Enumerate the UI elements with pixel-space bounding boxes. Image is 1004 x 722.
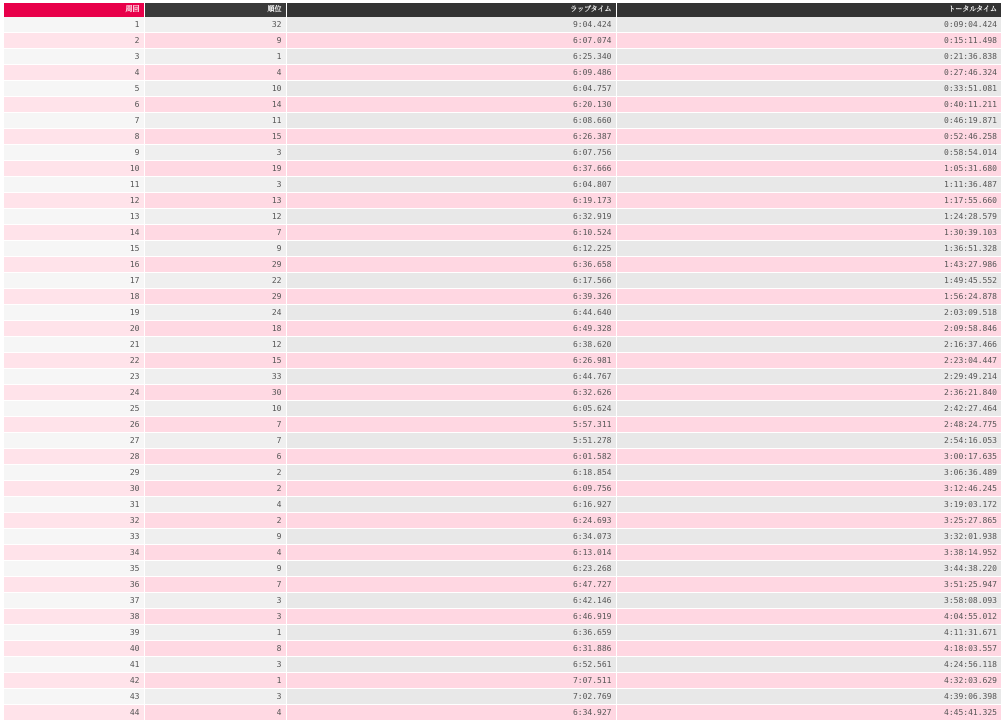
table-row <box>4 417 1001 433</box>
table-row <box>4 705 1001 721</box>
lap-cell: 39 <box>4 625 144 641</box>
rank-cell: 9 <box>144 529 286 545</box>
total-time-cell: 3:25:27.865 <box>616 513 1001 529</box>
column-header-lap-time: ラップタイム <box>286 3 616 17</box>
table-header <box>4 3 1001 17</box>
total-time-cell: 4:18:03.557 <box>616 641 1001 657</box>
lap-time-cell: 6:44.767 <box>286 369 616 385</box>
table-row <box>4 145 1001 161</box>
total-time-cell: 1:24:28.579 <box>616 209 1001 225</box>
total-time-cell: 3:51:25.947 <box>616 577 1001 593</box>
lap-time-cell: 6:36.658 <box>286 257 616 273</box>
rank-cell: 3 <box>144 593 286 609</box>
total-time-cell: 0:52:46.258 <box>616 129 1001 145</box>
rank-cell: 8 <box>144 641 286 657</box>
total-time-cell: 1:05:31.680 <box>616 161 1001 177</box>
rank-cell: 2 <box>144 481 286 497</box>
lap-cell: 32 <box>4 513 144 529</box>
lap-cell: 25 <box>4 401 144 417</box>
table-row <box>4 625 1001 641</box>
rank-cell: 4 <box>144 545 286 561</box>
lap-cell: 26 <box>4 417 144 433</box>
table-row <box>4 433 1001 449</box>
rank-cell: 19 <box>144 161 286 177</box>
lap-cell: 7 <box>4 113 144 129</box>
rank-cell: 32 <box>144 17 286 33</box>
column-header-lap: 周回 <box>4 3 144 17</box>
lap-time-cell: 7:02.769 <box>286 689 616 705</box>
lap-time-cell: 6:49.328 <box>286 321 616 337</box>
rank-cell: 15 <box>144 129 286 145</box>
total-time-cell: 3:32:01.938 <box>616 529 1001 545</box>
rank-cell: 12 <box>144 209 286 225</box>
table-row <box>4 369 1001 385</box>
total-time-cell: 2:03:09.518 <box>616 305 1001 321</box>
table-row <box>4 17 1001 33</box>
total-time-cell: 2:16:37.466 <box>616 337 1001 353</box>
rank-cell: 14 <box>144 97 286 113</box>
rank-cell: 29 <box>144 257 286 273</box>
rank-cell: 29 <box>144 289 286 305</box>
lap-cell: 44 <box>4 705 144 721</box>
total-time-cell: 2:42:27.464 <box>616 401 1001 417</box>
lap-cell: 13 <box>4 209 144 225</box>
total-time-cell: 1:17:55.660 <box>616 193 1001 209</box>
rank-cell: 4 <box>144 497 286 513</box>
lap-time-cell: 6:32.919 <box>286 209 616 225</box>
rank-cell: 9 <box>144 561 286 577</box>
table-row <box>4 385 1001 401</box>
lap-cell: 31 <box>4 497 144 513</box>
table-row <box>4 225 1001 241</box>
lap-cell: 23 <box>4 369 144 385</box>
table-row <box>4 241 1001 257</box>
rank-cell: 4 <box>144 705 286 721</box>
table-row <box>4 593 1001 609</box>
total-time-cell: 4:24:56.118 <box>616 657 1001 673</box>
total-time-cell: 3:12:46.245 <box>616 481 1001 497</box>
lap-time-cell: 6:04.757 <box>286 81 616 97</box>
table-body <box>4 17 1001 721</box>
rank-cell: 7 <box>144 225 286 241</box>
lap-time-cell: 9:04.424 <box>286 17 616 33</box>
lap-cell: 41 <box>4 657 144 673</box>
total-time-cell: 1:43:27.986 <box>616 257 1001 273</box>
lap-time-cell: 6:18.854 <box>286 465 616 481</box>
lap-time-cell: 5:51.278 <box>286 433 616 449</box>
total-time-cell: 1:49:45.552 <box>616 273 1001 289</box>
lap-cell: 28 <box>4 449 144 465</box>
lap-cell: 30 <box>4 481 144 497</box>
table-row <box>4 353 1001 369</box>
total-time-cell: 4:45:41.325 <box>616 705 1001 721</box>
lap-time-cell: 7:07.511 <box>286 673 616 689</box>
table-row <box>4 273 1001 289</box>
total-time-cell: 2:29:49.214 <box>616 369 1001 385</box>
total-time-cell: 0:33:51.081 <box>616 81 1001 97</box>
table-row <box>4 257 1001 273</box>
rank-cell: 10 <box>144 81 286 97</box>
total-time-cell: 1:56:24.878 <box>616 289 1001 305</box>
lap-cell: 35 <box>4 561 144 577</box>
table-row <box>4 465 1001 481</box>
lap-cell: 3 <box>4 49 144 65</box>
lap-cell: 20 <box>4 321 144 337</box>
total-time-cell: 3:44:38.220 <box>616 561 1001 577</box>
lap-cell: 8 <box>4 129 144 145</box>
table-row <box>4 513 1001 529</box>
total-time-cell: 3:58:08.093 <box>616 593 1001 609</box>
lap-cell: 11 <box>4 177 144 193</box>
total-time-cell: 3:38:14.952 <box>616 545 1001 561</box>
header-row <box>4 3 1001 17</box>
table-row <box>4 689 1001 705</box>
lap-cell: 6 <box>4 97 144 113</box>
lap-cell: 33 <box>4 529 144 545</box>
lap-cell: 29 <box>4 465 144 481</box>
total-time-cell: 4:32:03.629 <box>616 673 1001 689</box>
total-time-cell: 0:40:11.211 <box>616 97 1001 113</box>
lap-time-cell: 6:01.582 <box>286 449 616 465</box>
total-time-cell: 1:36:51.328 <box>616 241 1001 257</box>
column-header-rank: 順位 <box>144 3 286 17</box>
lap-time-cell: 6:09.756 <box>286 481 616 497</box>
total-time-cell: 4:11:31.671 <box>616 625 1001 641</box>
rank-cell: 22 <box>144 273 286 289</box>
lap-time-cell: 6:37.666 <box>286 161 616 177</box>
column-header-total-time: トータルタイム <box>616 3 1001 17</box>
rank-cell: 7 <box>144 577 286 593</box>
lap-cell: 34 <box>4 545 144 561</box>
lap-time-cell: 6:26.981 <box>286 353 616 369</box>
table-row <box>4 305 1001 321</box>
total-time-cell: 0:09:04.424 <box>616 17 1001 33</box>
lap-cell: 36 <box>4 577 144 593</box>
total-time-cell: 3:19:03.172 <box>616 497 1001 513</box>
total-time-cell: 4:39:06.398 <box>616 689 1001 705</box>
lap-time-cell: 6:47.727 <box>286 577 616 593</box>
lap-time-cell: 6:39.326 <box>286 289 616 305</box>
lap-time-cell: 6:32.626 <box>286 385 616 401</box>
lap-cell: 19 <box>4 305 144 321</box>
rank-cell: 6 <box>144 449 286 465</box>
rank-cell: 3 <box>144 145 286 161</box>
lap-time-cell: 6:07.074 <box>286 33 616 49</box>
lap-time-cell: 6:17.566 <box>286 273 616 289</box>
rank-cell: 4 <box>144 65 286 81</box>
table-row <box>4 129 1001 145</box>
lap-time-cell: 6:13.014 <box>286 545 616 561</box>
lap-time-cell: 6:24.693 <box>286 513 616 529</box>
table-row <box>4 81 1001 97</box>
rank-cell: 15 <box>144 353 286 369</box>
table-row <box>4 545 1001 561</box>
rank-cell: 3 <box>144 177 286 193</box>
lap-cell: 21 <box>4 337 144 353</box>
rank-cell: 7 <box>144 433 286 449</box>
table-row <box>4 401 1001 417</box>
table-row <box>4 33 1001 49</box>
total-time-cell: 2:23:04.447 <box>616 353 1001 369</box>
lap-cell: 17 <box>4 273 144 289</box>
rank-cell: 7 <box>144 417 286 433</box>
rank-cell: 3 <box>144 657 286 673</box>
table-row <box>4 65 1001 81</box>
rank-cell: 12 <box>144 337 286 353</box>
lap-time-cell: 6:34.073 <box>286 529 616 545</box>
table-row <box>4 177 1001 193</box>
total-time-cell: 2:09:58.846 <box>616 321 1001 337</box>
lap-cell: 37 <box>4 593 144 609</box>
rank-cell: 1 <box>144 673 286 689</box>
table-row <box>4 161 1001 177</box>
lap-times-table <box>4 3 1001 721</box>
lap-time-cell: 6:19.173 <box>286 193 616 209</box>
rank-cell: 18 <box>144 321 286 337</box>
table-row <box>4 97 1001 113</box>
rank-cell: 11 <box>144 113 286 129</box>
lap-time-cell: 6:04.807 <box>286 177 616 193</box>
lap-time-cell: 6:36.659 <box>286 625 616 641</box>
lap-time-cell: 5:57.311 <box>286 417 616 433</box>
lap-time-cell: 6:42.146 <box>286 593 616 609</box>
lap-cell: 4 <box>4 65 144 81</box>
rank-cell: 1 <box>144 625 286 641</box>
table-row <box>4 641 1001 657</box>
lap-cell: 43 <box>4 689 144 705</box>
table-row <box>4 657 1001 673</box>
lap-cell: 16 <box>4 257 144 273</box>
lap-time-cell: 6:31.886 <box>286 641 616 657</box>
lap-time-cell: 6:46.919 <box>286 609 616 625</box>
rank-cell: 3 <box>144 609 286 625</box>
lap-cell: 18 <box>4 289 144 305</box>
table-row <box>4 449 1001 465</box>
table-row <box>4 529 1001 545</box>
table-row <box>4 193 1001 209</box>
lap-cell: 2 <box>4 33 144 49</box>
rank-cell: 3 <box>144 689 286 705</box>
table-row <box>4 497 1001 513</box>
lap-time-cell: 6:20.130 <box>286 97 616 113</box>
table-row <box>4 321 1001 337</box>
lap-time-cell: 6:34.927 <box>286 705 616 721</box>
total-time-cell: 3:00:17.635 <box>616 449 1001 465</box>
rank-cell: 2 <box>144 465 286 481</box>
rank-cell: 24 <box>144 305 286 321</box>
rank-cell: 9 <box>144 33 286 49</box>
table-row <box>4 561 1001 577</box>
rank-cell: 13 <box>144 193 286 209</box>
total-time-cell: 1:30:39.103 <box>616 225 1001 241</box>
total-time-cell: 0:15:11.498 <box>616 33 1001 49</box>
lap-time-cell: 6:52.561 <box>286 657 616 673</box>
lap-cell: 5 <box>4 81 144 97</box>
rank-cell: 1 <box>144 49 286 65</box>
table-row <box>4 113 1001 129</box>
lap-cell: 24 <box>4 385 144 401</box>
lap-cell: 12 <box>4 193 144 209</box>
lap-time-cell: 6:07.756 <box>286 145 616 161</box>
lap-cell: 38 <box>4 609 144 625</box>
total-time-cell: 2:36:21.840 <box>616 385 1001 401</box>
lap-time-cell: 6:05.624 <box>286 401 616 417</box>
total-time-cell: 0:58:54.014 <box>616 145 1001 161</box>
total-time-cell: 3:06:36.489 <box>616 465 1001 481</box>
table-row <box>4 673 1001 689</box>
lap-time-cell: 6:12.225 <box>286 241 616 257</box>
rank-cell: 10 <box>144 401 286 417</box>
table-row <box>4 481 1001 497</box>
lap-time-cell: 6:10.524 <box>286 225 616 241</box>
rank-cell: 33 <box>144 369 286 385</box>
total-time-cell: 0:27:46.324 <box>616 65 1001 81</box>
lap-cell: 15 <box>4 241 144 257</box>
lap-cell: 22 <box>4 353 144 369</box>
lap-cell: 9 <box>4 145 144 161</box>
total-time-cell: 0:46:19.871 <box>616 113 1001 129</box>
table-row <box>4 49 1001 65</box>
lap-cell: 1 <box>4 17 144 33</box>
total-time-cell: 2:54:16.053 <box>616 433 1001 449</box>
lap-cell: 10 <box>4 161 144 177</box>
table-row <box>4 609 1001 625</box>
total-time-cell: 1:11:36.487 <box>616 177 1001 193</box>
rank-cell: 9 <box>144 241 286 257</box>
lap-cell: 40 <box>4 641 144 657</box>
lap-cell: 14 <box>4 225 144 241</box>
lap-time-cell: 6:08.660 <box>286 113 616 129</box>
lap-time-cell: 6:38.620 <box>286 337 616 353</box>
total-time-cell: 0:21:36.838 <box>616 49 1001 65</box>
table-row <box>4 337 1001 353</box>
lap-time-cell: 6:25.340 <box>286 49 616 65</box>
lap-time-cell: 6:16.927 <box>286 497 616 513</box>
lap-time-cell: 6:44.640 <box>286 305 616 321</box>
lap-time-cell: 6:23.268 <box>286 561 616 577</box>
lap-time-cell: 6:09.486 <box>286 65 616 81</box>
table-row <box>4 289 1001 305</box>
lap-cell: 42 <box>4 673 144 689</box>
lap-time-cell: 6:26.387 <box>286 129 616 145</box>
rank-cell: 30 <box>144 385 286 401</box>
total-time-cell: 2:48:24.775 <box>616 417 1001 433</box>
lap-cell: 27 <box>4 433 144 449</box>
table-row <box>4 209 1001 225</box>
table-row <box>4 577 1001 593</box>
total-time-cell: 4:04:55.012 <box>616 609 1001 625</box>
rank-cell: 2 <box>144 513 286 529</box>
